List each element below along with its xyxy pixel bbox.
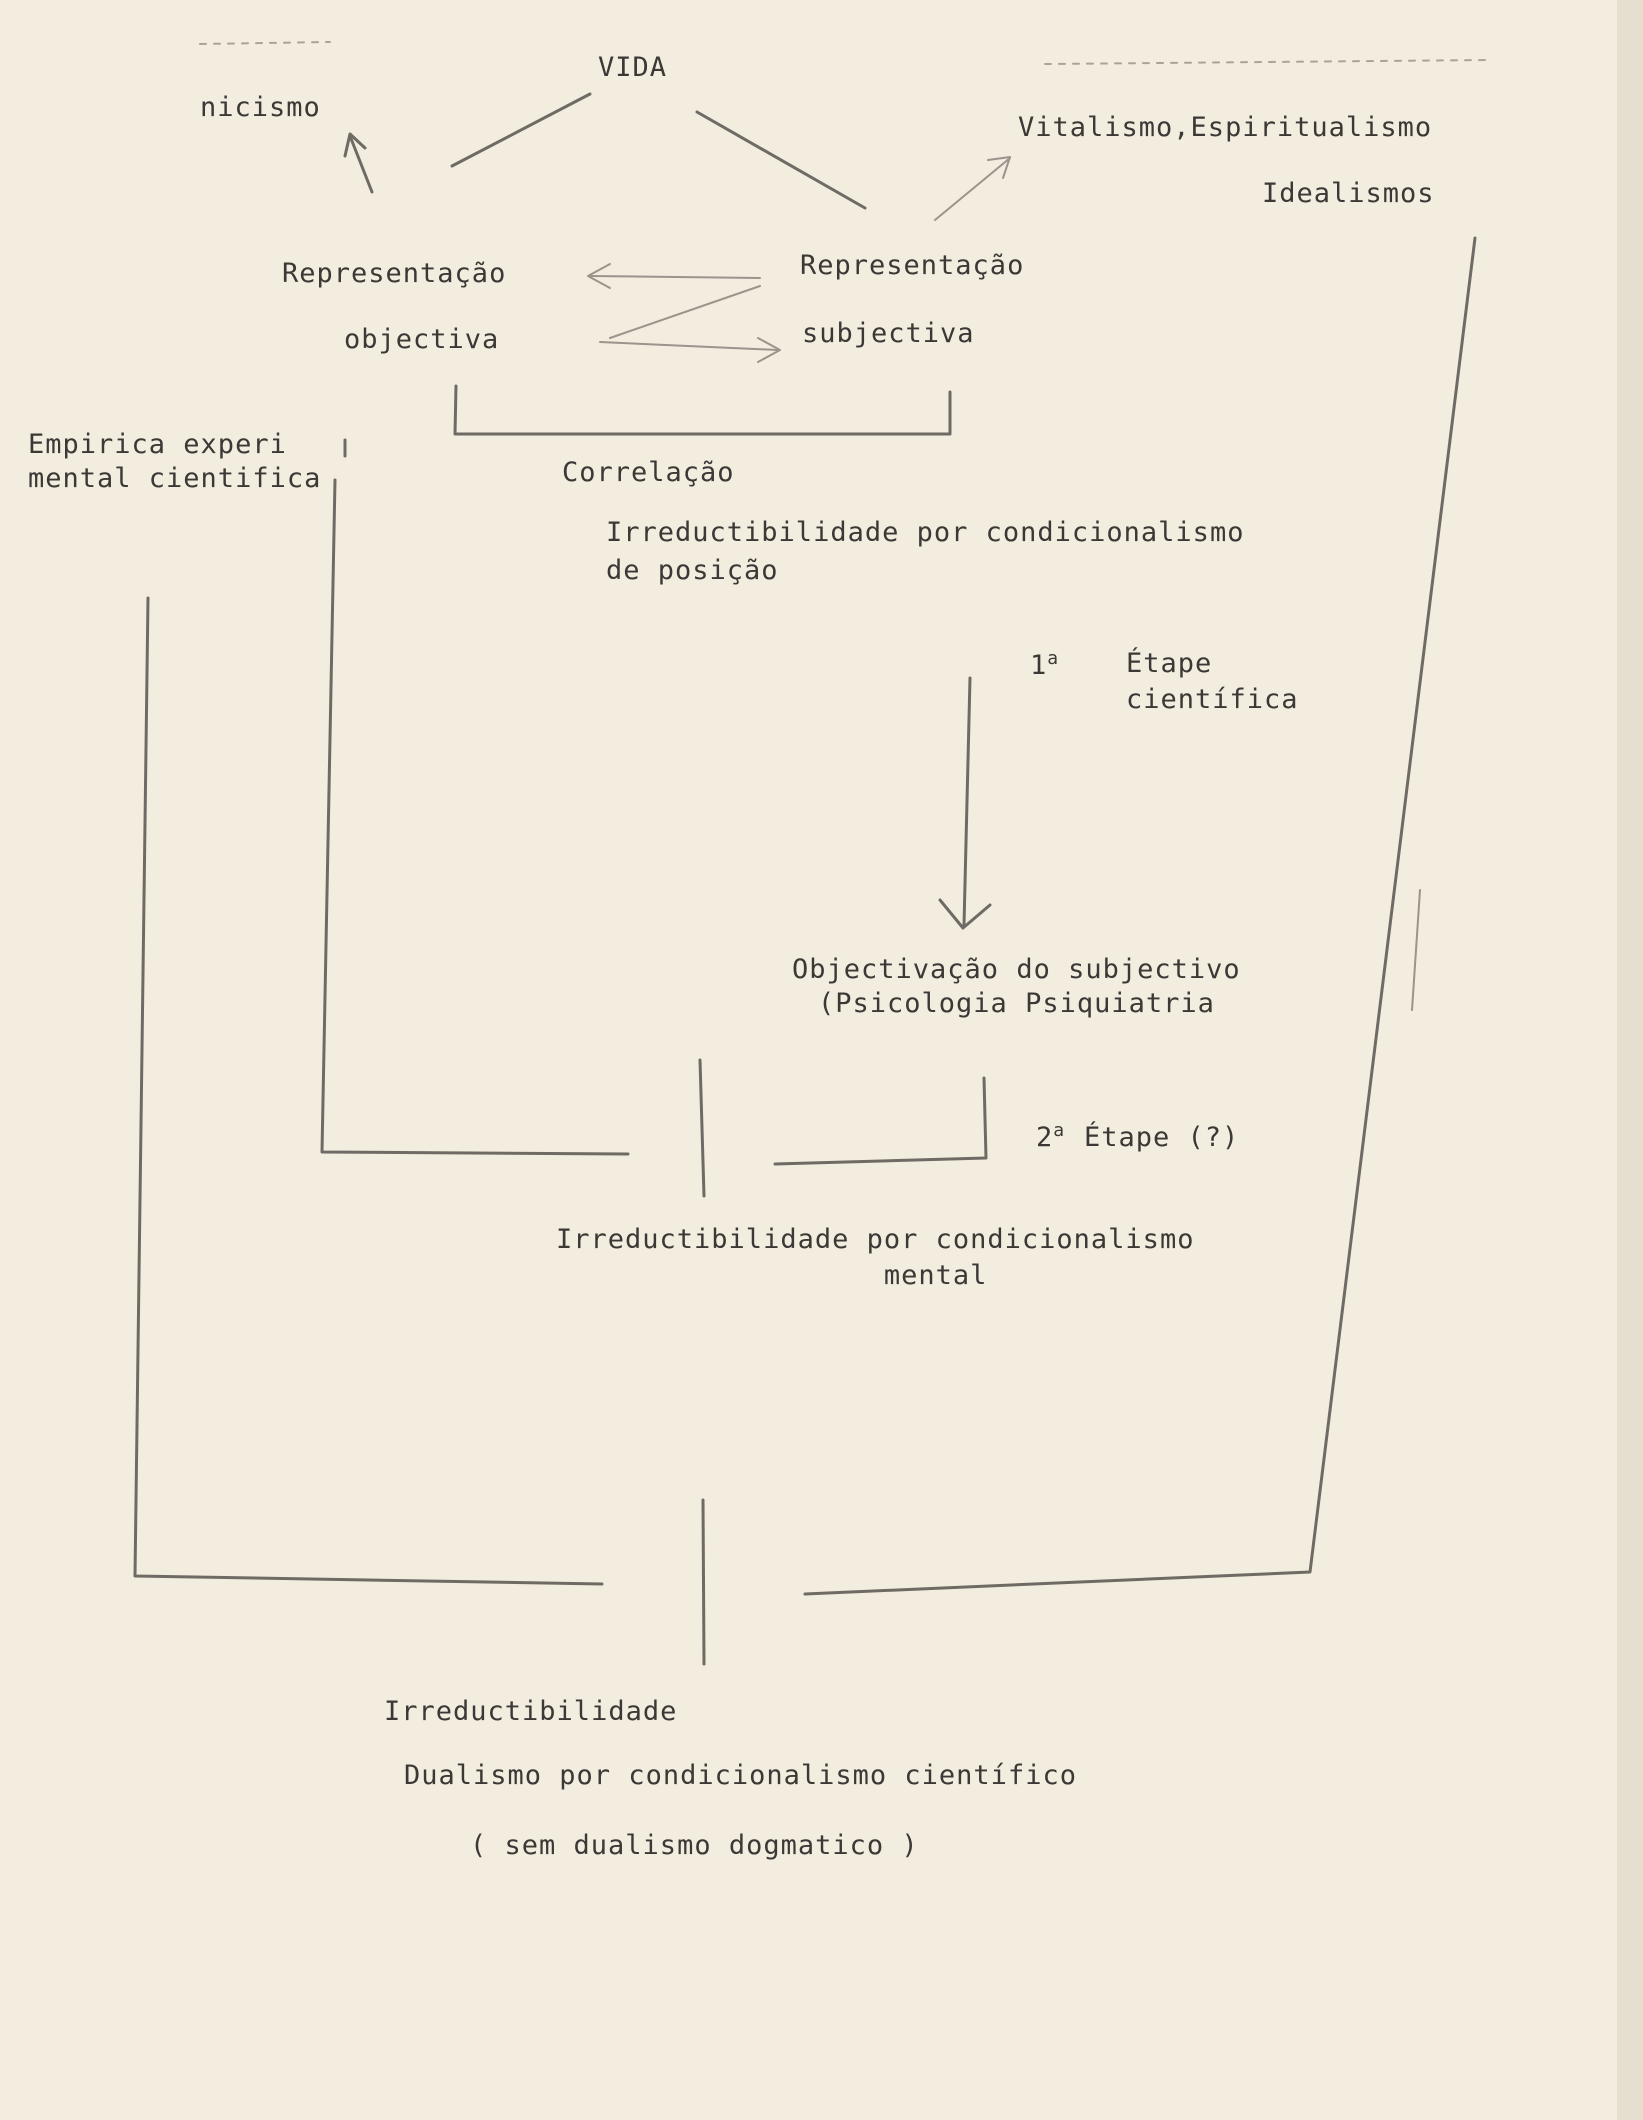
inner-center-stem: [700, 1060, 704, 1196]
outer-center-stem: [703, 1500, 704, 1664]
node-empirica: Empirica experi mental cientifica: [28, 429, 322, 494]
node-nicismo: nicismo: [200, 92, 321, 123]
arrow-obj-to-subj: [600, 342, 778, 350]
outer-left-bracket: [135, 598, 602, 1584]
node-representacao-objectiva-2: objectiva: [344, 324, 500, 355]
top-right-dash: [1045, 60, 1490, 64]
inner-right-bracket: [775, 1078, 986, 1164]
arrow-to-vitalismo: [935, 158, 1010, 220]
node-dualismo: Dualismo por condicionalismo científico: [404, 1760, 1077, 1791]
node-irreductibilidade-mental: Irreductibilidade por condicionalismo mental: [556, 1224, 1195, 1291]
node-vitalismo: Vitalismo,Espiritualismo: [1018, 112, 1433, 143]
node-vida: VIDA: [598, 52, 668, 83]
node-objectivacao-1: Objectivação do subjectivo: [792, 954, 1241, 985]
node-correlacao: Correlação: [562, 457, 735, 488]
node-representacao-subjectiva-1: Representação: [800, 250, 1025, 281]
node-irreductibilidade-posicao: Irreductibilidade por condicionalismo de posição: [606, 517, 1245, 586]
outer-right-bracket: [805, 238, 1475, 1594]
node-etape1: Étape científica: [1126, 648, 1299, 715]
node-idealismos: Idealismos: [1262, 178, 1435, 209]
arrow-subj-to-obj: [590, 276, 760, 278]
node-etape1-number: 1$^a$: [1030, 648, 1060, 681]
node-etape2-number: 2$^a$: [1036, 1120, 1066, 1153]
vida-right-branch: [697, 112, 865, 208]
vida-left-branch: [452, 94, 590, 166]
node-sem-dualismo: ( sem dualismo dogmatico ): [470, 1830, 919, 1861]
z-diagonal: [610, 286, 760, 338]
node-etape2: Étape (?): [1084, 1122, 1240, 1153]
node-representacao-subjectiva-2: subjectiva: [802, 318, 975, 349]
node-representacao-objectiva-1: Representação: [282, 258, 507, 289]
inner-left-bracket: [322, 480, 628, 1154]
correlation-bracket: [455, 386, 950, 434]
top-left-dash: [200, 42, 330, 44]
outer-right-ghost: [1412, 890, 1420, 1010]
node-irreductibilidade-final: Irreductibilidade: [384, 1696, 678, 1727]
node-objectivacao-2: (Psicologia Psiquiatria: [818, 988, 1215, 1019]
etape1-arrow: [964, 678, 970, 925]
